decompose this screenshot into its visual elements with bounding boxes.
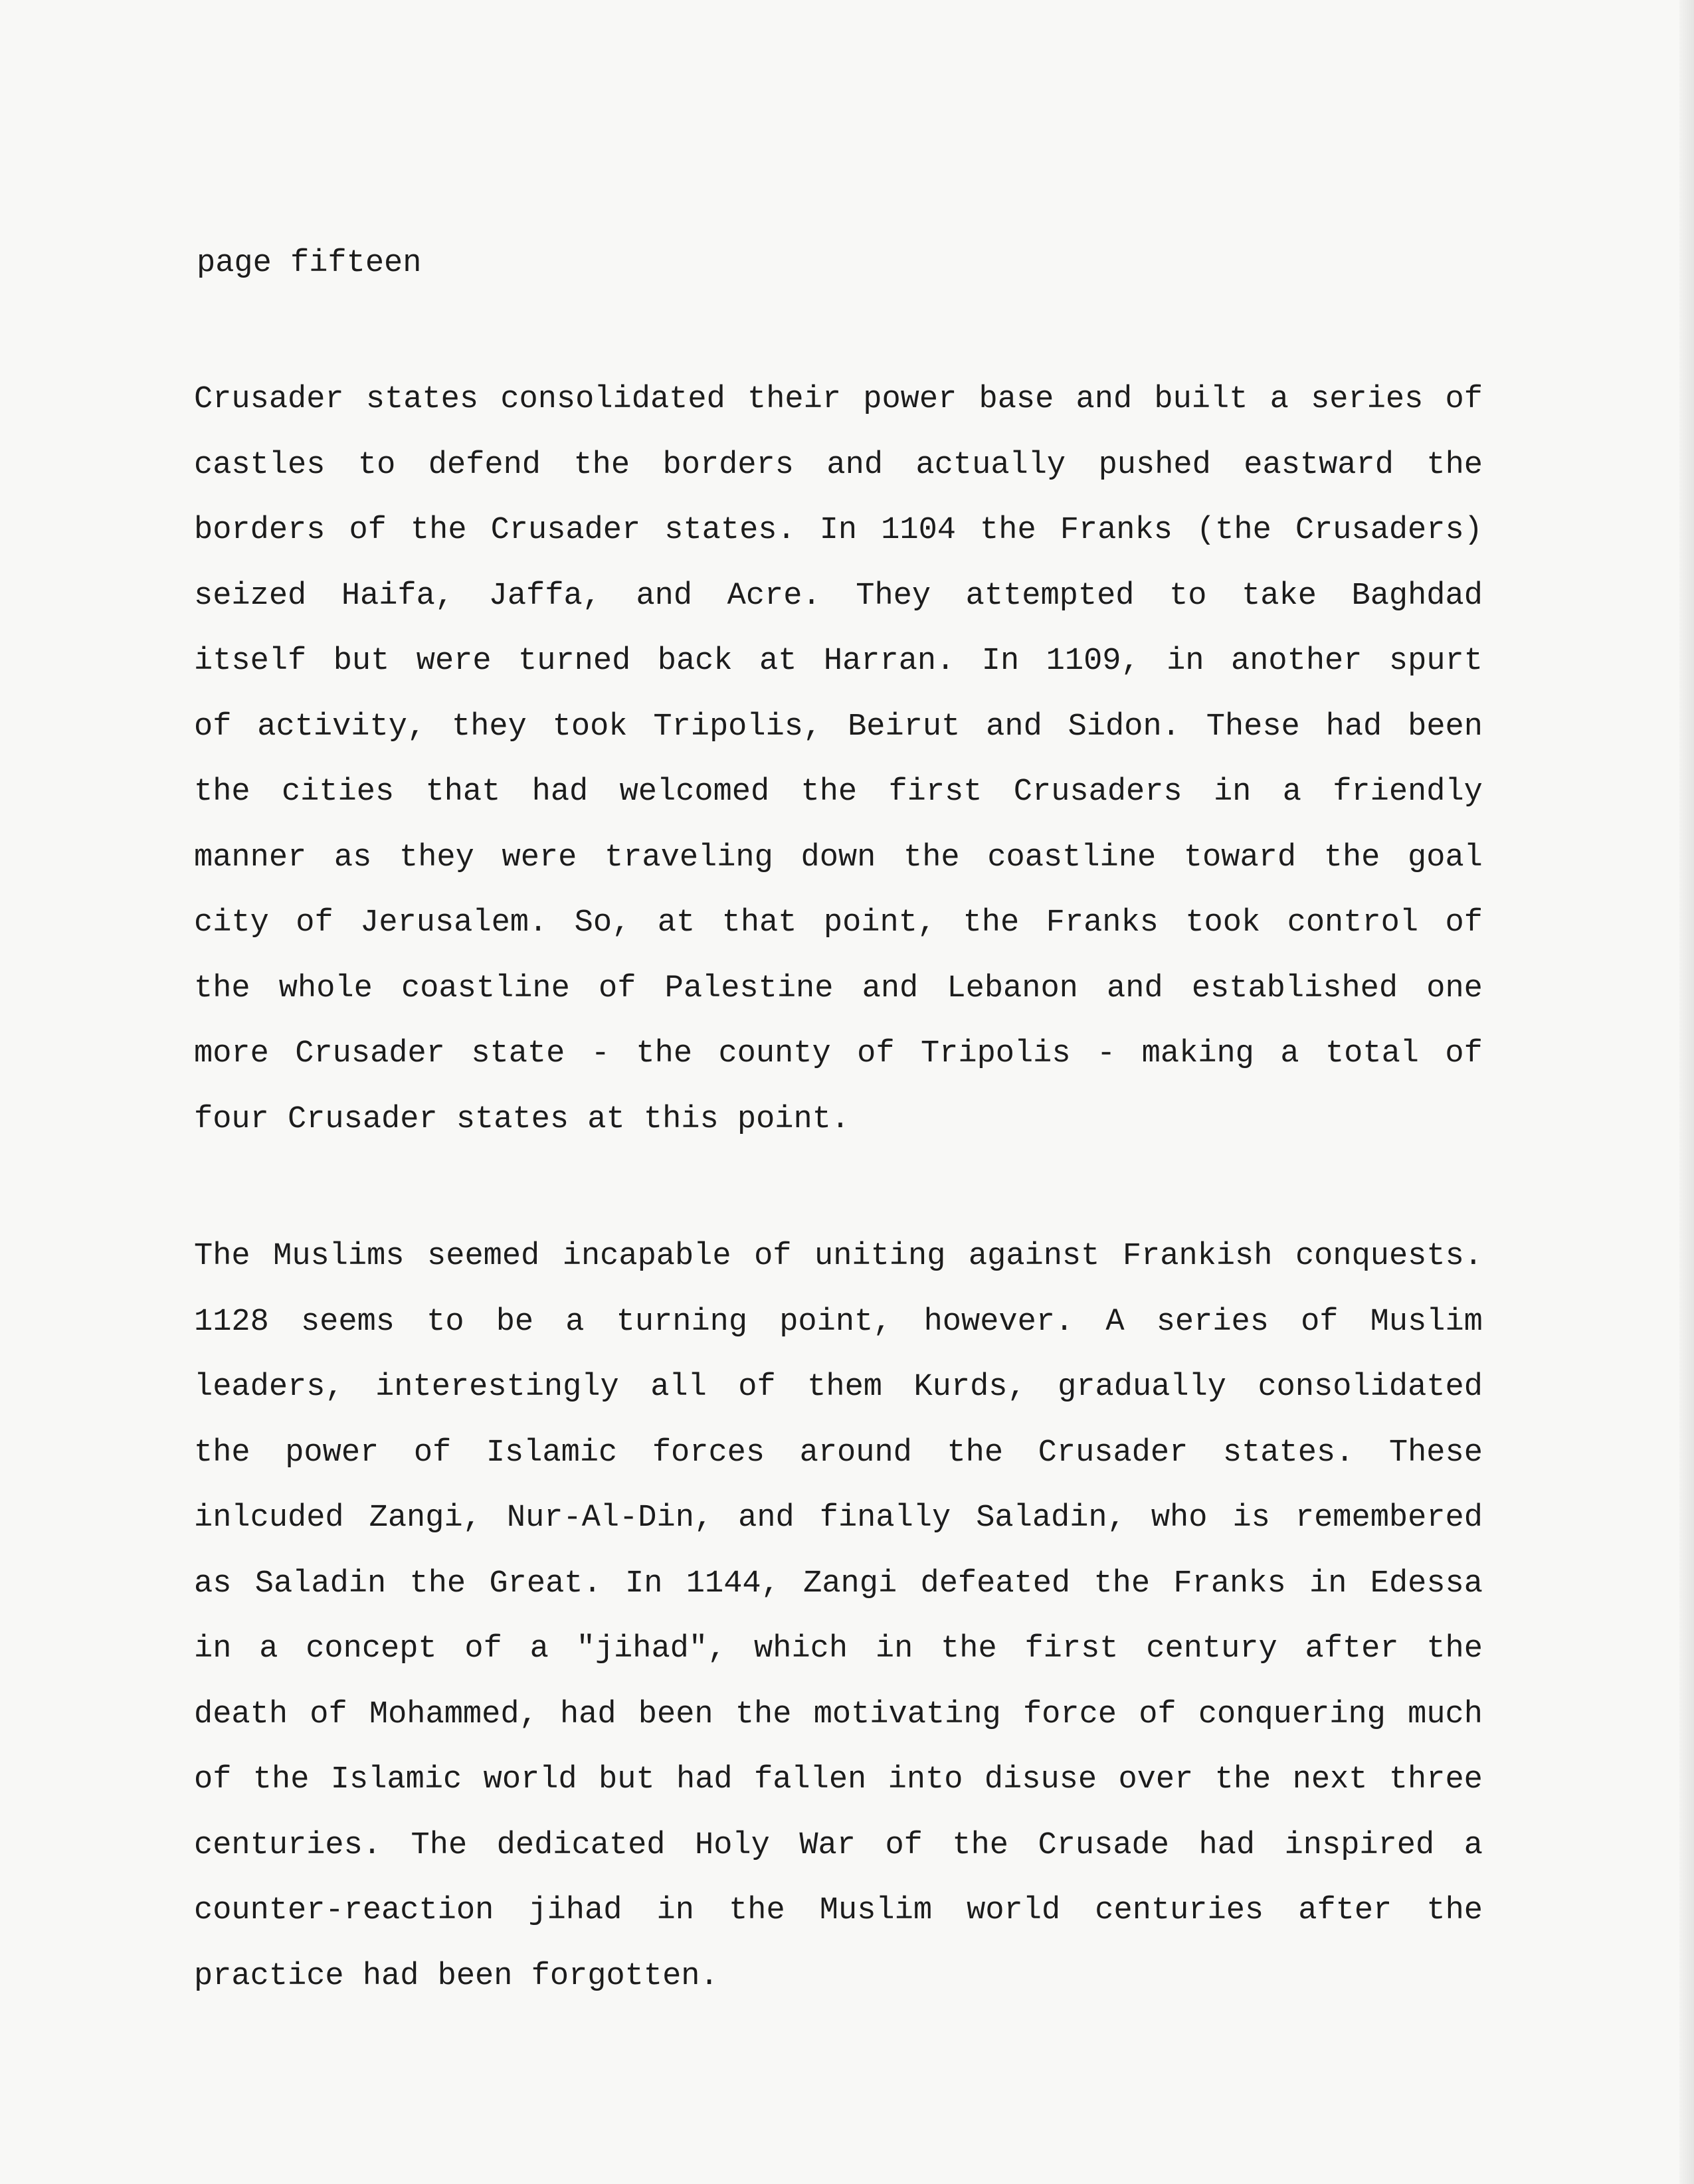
text-line: the cities that had welcomed the first Crusaders in a friendly [194,774,1483,810]
text-line: of the Islamic world but had fallen into disuse over the next three [194,1762,1483,1797]
text-line: inlcuded Zangi, Nur-Al-Din, and finally Saladin, who is remembered [194,1501,1483,1536]
text-line: the whole coastline of Palestine and Lebanon and established one [194,970,1483,1006]
text-line: of activity, they took Tripolis, Beirut and Sidon. These had been [194,709,1483,745]
text-line: the power of Islamic forces around the Crusader states. These [194,1435,1483,1471]
text-line: castles to defend the borders and actually pushed eastward the [194,447,1483,483]
text-line: in a concept of a "jihad", which in the first century after the [194,1631,1483,1667]
text-line: counter-reaction jihad in the Muslim world centuries after the [194,1893,1483,1928]
text-line: borders of the Crusader states. In 1104 the Franks (the Crusaders) [194,513,1483,548]
text-line: city of Jerusalem. So, at that point, the Franks took control of [194,905,1483,941]
text-line: manner as they were traveling down the coastline toward the goal [194,840,1483,875]
text-line: practice had been forgotten. [194,1958,719,1994]
text-line: more Crusader state - the county of Tripolis - making a total of [194,1036,1483,1071]
text-line: Crusader states consolidated their power base and built a series of [194,382,1483,417]
text-line: The Muslims seemed incapable of uniting against Frankish conquests. [194,1239,1483,1274]
text-line: centuries. The dedicated Holy War of the Crusade had inspired a [194,1827,1483,1863]
text-line: death of Mohammed, had been the motivating force of conquering much [194,1696,1483,1732]
text-line: four Crusader states at this point. [194,1101,850,1137]
text-line: itself but were turned back at Harran. In 1109, in another spurt [194,644,1483,679]
paragraph-2 [194,1224,1483,2009]
text-line: 1128 seems to be a turning point, however. A series of Muslim [194,1304,1483,1340]
text-line: seized Haifa, Jaffa, and Acre. They attempted to take Baghdad [194,578,1483,614]
text-line: leaders, interestingly all of them Kurds, gradually consolidated [194,1370,1483,1405]
page-heading: page fifteen [197,246,422,281]
scan-edge-shadow [1679,0,1694,2184]
text-line: as Saladin the Great. In 1144, Zangi defeated the Franks in Edessa [194,1566,1483,1601]
paragraph-1 [194,367,1483,1152]
